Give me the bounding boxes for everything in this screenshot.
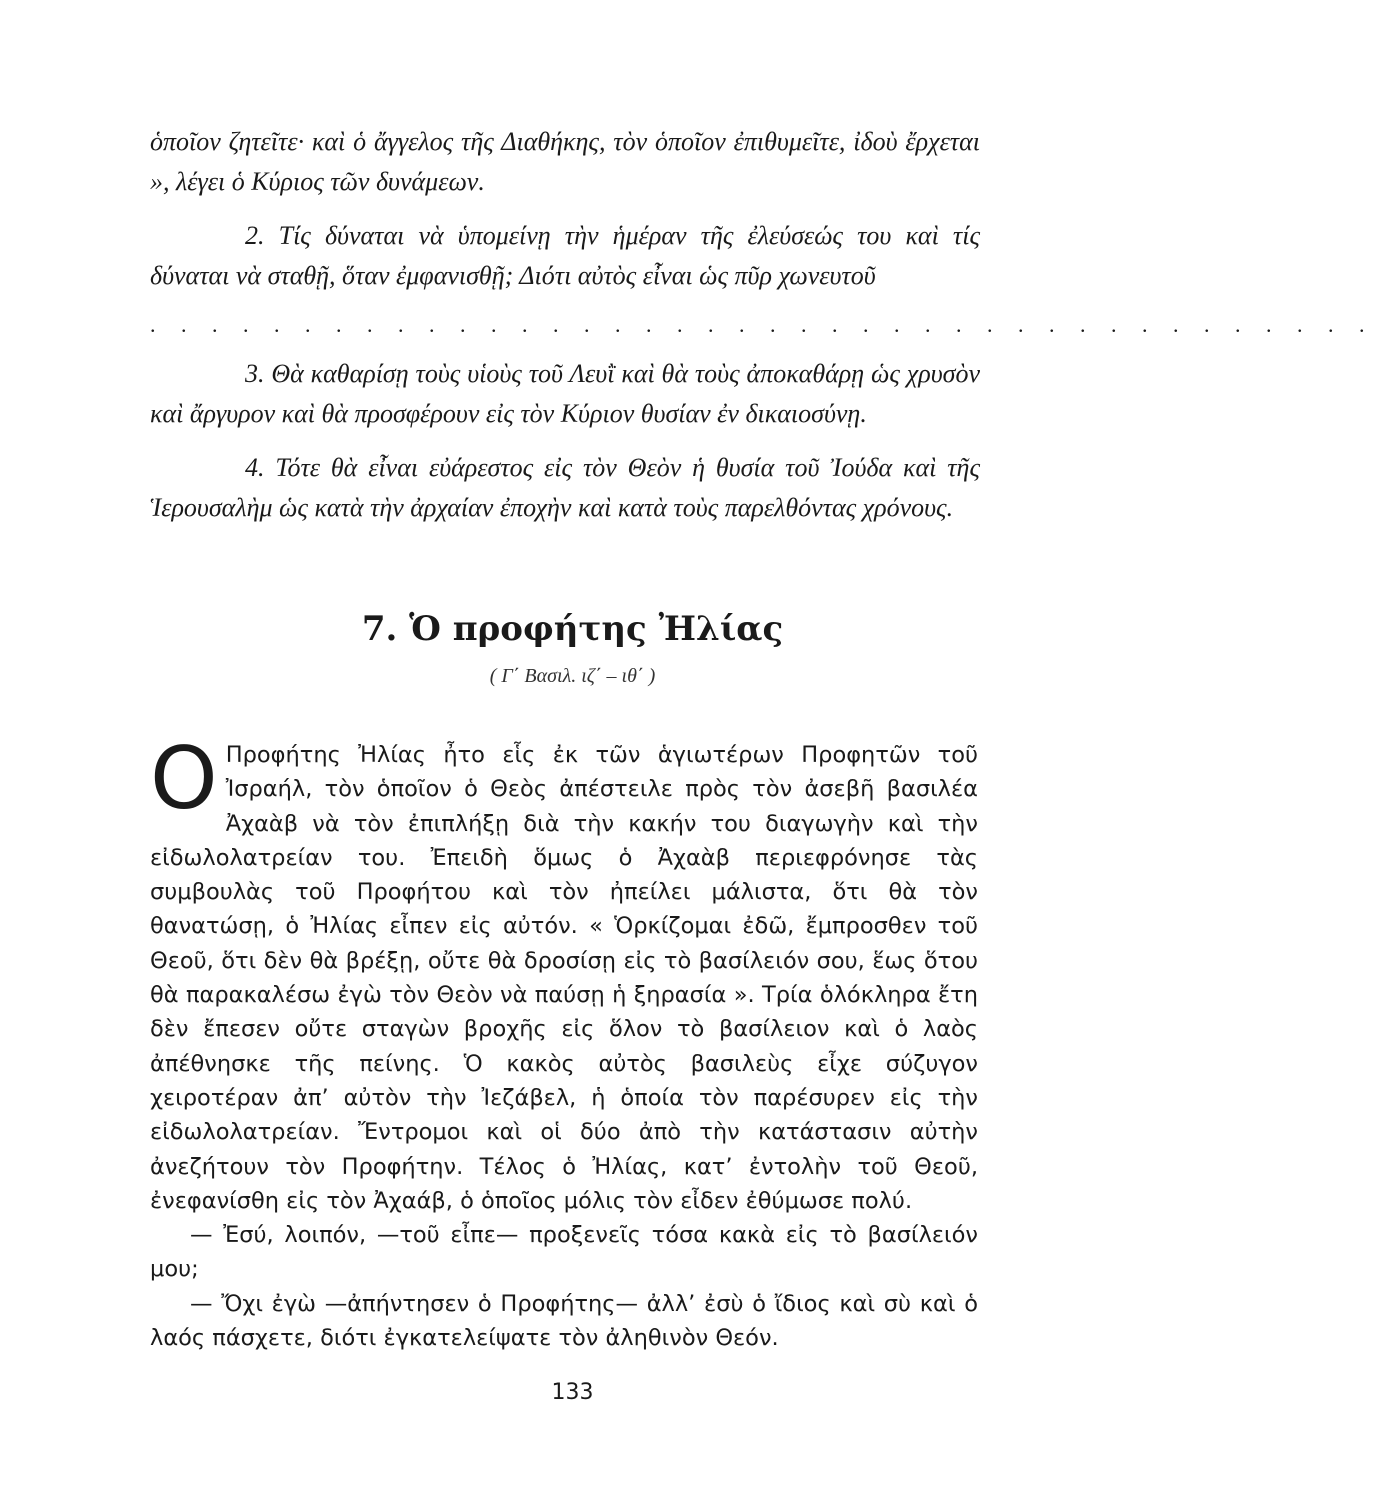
section-title: 7. Ὁ προφήτης Ἠλίας — [361, 609, 784, 649]
paragraph-1 — [150, 729, 978, 1218]
verse-3: 3. Θὰ καθαρίσῃ τοὺς υἱοὺς τοῦ Λευῒ καὶ θὰ τοὺς ἀποκαθάρῃ ὡς χρυσὸν καὶ ἄργυρον καὶ θὰ προσφέρουν εἰς τὸν Κύριον θυσίαν ἐν δικαιοσύνῃ. — [150, 359, 980, 428]
dialogue-line-1: — Ἐσύ, λοιπόν, —τοῦ εἶπε— προξενεῖς τόσα κακὰ εἰς τὸ βασίλειόν μου; — [150, 1222, 978, 1283]
scripture-reference: ( Γ΄ Βασιλ. ιζ΄ – ιθ΄ ) — [489, 665, 656, 687]
verse-1-continuation: ὁποῖον ζητεῖτε· καὶ ὁ ἄγγελος τῆς Διαθήκης, τὸν ὁποῖον ἐπιθυμεῖτε, ἰδοὺ ἔρχεται », λέγει ὁ Κύριος τῶν δυνάμεων. — [150, 127, 980, 196]
verse-block — [150, 122, 1375, 542]
main-text — [150, 729, 978, 1355]
verse-ellipsis: . . . . . . . . . . . . . . . . . . . . . . . . . . . . . . . . . . . . . . . . — [150, 312, 1375, 337]
drop-cap: Ο — [150, 729, 218, 829]
verse-4: 4. Τότε θὰ εἶναι εὐάρεστος εἰς τὸν Θεὸν ἡ θυσία τοῦ Ἰούδα καὶ τῆς Ἱερουσαλὴμ ὡς κατὰ τὴν ἀρχαίαν ἐποχὴν καὶ κατὰ τοὺς παρελθόντας χρόνους. — [150, 453, 980, 522]
dialogue-line-2: — Ὄχι ἐγὼ —ἀπήντησεν ὁ Προφήτης— ἀλλ’ ἐσὺ ὁ ἴδιος καὶ σὺ καὶ ὁ λαός πάσχετε, διότι ἐγκατελείψατε τὸν ἀληθινὸν Θεόν. — [150, 1290, 978, 1352]
page-number: 133 — [551, 1380, 594, 1405]
paragraph-1-text: Προφήτης Ἠλίας ἦτο εἷς ἐκ τῶν ἁγιωτέρων Προφητῶν τοῦ Ἰσραήλ, τὸν ὁποῖον ὁ Θεὸς ἀπέστειλε πρὸς τὸν ἀσεβῆ βασιλέα Ἀχαὰβ νὰ τὸν ἐπιπλήξῃ διὰ τὴν κακήν του διαγωγὴν καὶ τὴν εἰδωλολατρείαν του. Ἐπειδὴ ὅμως ὁ Ἀχαὰβ περιεφρόνησε τὰς συμβουλὰς τοῦ Προφήτου καὶ τὸν ἠπείλει μάλιστα, ὅτι θὰ τὸν θανατώσῃ, ὁ Ἠλίας εἶπεν εἰς αὐτόν. « Ὁρκίζομαι ἐδῶ, ἔμπροσθεν τοῦ Θεοῦ, ὅτι δὲν θὰ βρέξῃ, οὔτε θὰ δροσίσῃ εἰς τὸ βασίλειόν σου, ἕως ὅτου θὰ παρακαλέσω ἐγὼ τὸν Θεὸν νὰ παύσῃ ἡ ξηρασία ». Τρία ὁλόκληρα ἔτη δὲν ἔπεσεν οὔτε σταγὼν βροχῆς εἰς ὅλον τὸ βασίλειον καὶ ὁ λαὸς ἀπέθνησκε τῆς πείνης. Ὁ κακὸς αὐτὸς βασιλεὺς εἶχε σύζυγον χειροτέραν ἀπ’ αὐτὸν τὴν Ἰεζάβελ, ἡ ὁποία τὸν παρέσυρεν εἰς τὴν εἰδωλολατρείαν. Ἔντρομοι καὶ οἱ δύο ἀπὸ τὴν κατάστασιν αὐτὴν ἀνεζήτουν τὸν Προφήτην. Τέλος ὁ Ἠλίας, κατ’ ἐντολὴν τοῦ Θεοῦ, ἐνεφανίσθη εἰς τὸν Ἀχαάβ, ὁ ὁποῖος μόλις τὸν εἶδεν ἐθύμωσε πολύ. — [150, 742, 978, 1214]
verse-2: 2. Τίς δύναται νὰ ὑπομείνῃ τὴν ἡμέραν τῆς ἐλεύσεώς του καὶ τίς δύναται νὰ σταθῇ, ὅταν ἐμφανισθῇ; Διότι αὐτὸς εἶναι ὡς πῦρ χωνευτοῦ — [150, 221, 980, 290]
